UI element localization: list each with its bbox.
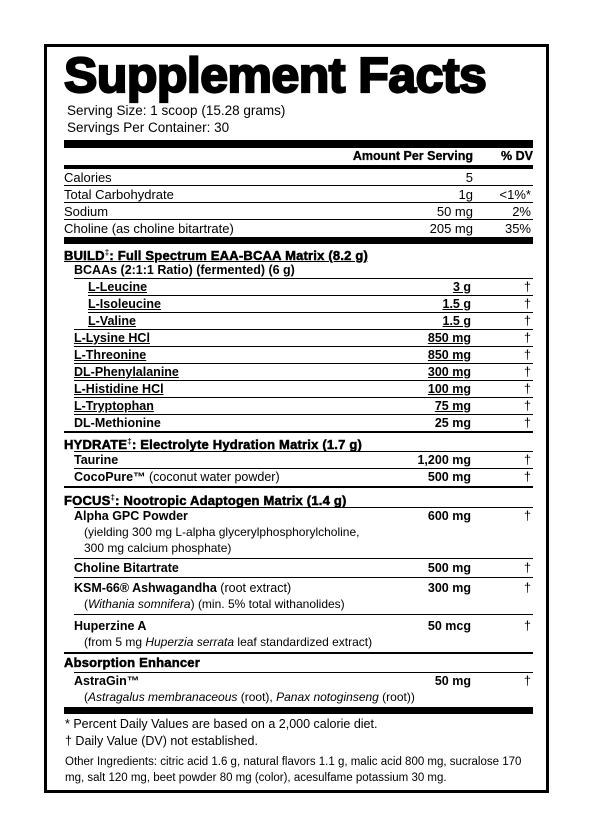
ingredient-row: Taurine 1,200 mg † (74, 453, 531, 467)
nutrient-row: Sodium 50 mg 2% (64, 204, 531, 219)
divider-heavy (64, 237, 533, 244)
nutrient-row: Calories 5 (64, 169, 533, 186)
ingredient-row: L-Histidine HCl 100 mg † (74, 382, 531, 396)
divider-heavy (64, 707, 533, 714)
footnote-percent-dv: * Percent Daily Values are based on a 2,000 calorie diet. (65, 717, 378, 731)
section-header-build: BUILD‡: Full Spectrum EAA-BCAA Matrix (8.2 g) (64, 248, 369, 263)
ingredient-row: Choline Bitartrate 500 mg † (74, 559, 533, 578)
ingredient-row: L-Tryptophan 75 mg † (74, 399, 531, 413)
ingredient-row: AstraGin™ 50 mg † (Astragalus membranaceous (root), Panax notoginseng (root)) (74, 674, 531, 704)
ingredient-row: DL-Methionine 25 mg † (74, 416, 531, 430)
ingredient-row: Alpha GPC Powder 600 mg † (yielding 300 mg L-alpha glycerylphosphorylcholine, 300 mg calcium phosphate) (74, 508, 533, 559)
divider-section (64, 486, 533, 488)
ingredient-row: KSM-66® Ashwagandha (root extract) 300 mg † (Withania somnifera) (min. 5% total withanolides) (74, 578, 533, 615)
ingredient-row: L-Lysine HCl 850 mg † (74, 331, 531, 345)
label-title: Supplement Facts (64, 49, 487, 103)
section-header-hydrate: HYDRATE‡: Electrolyte Hydration Matrix (1.7 g) (64, 437, 363, 452)
serving-size: Serving Size: 1 scoop (15.28 grams) (67, 103, 286, 118)
ingredient-row: CocoPure™ (coconut water powder) 500 mg † (74, 470, 531, 484)
divider-thick (64, 140, 533, 148)
nutrient-row: Choline (as choline bitartrate) 205 mg 35% (64, 221, 531, 236)
ingredient-row: Huperzine A 50 mcg † (from 5 mg Huperzia serrata leaf standardized extract) (74, 619, 531, 649)
servings-per-container: Servings Per Container: 30 (67, 120, 230, 135)
bcaa-group-header: BCAAs (2:1:1 Ratio) (fermented) (6 g) (74, 263, 295, 277)
section-header-absorption: Absorption Enhancer (64, 655, 200, 670)
nutrient-row: Total Carbohydrate 1g <1%* (64, 187, 531, 202)
col-amount-header: Amount Per Serving (352, 149, 473, 163)
ingredient-row: L-Isoleucine 1.5 g † (88, 297, 531, 311)
column-header (64, 148, 533, 165)
ingredient-row: L-Valine 1.5 g † (74, 313, 533, 330)
footnote-dv-not-established: † Daily Value (DV) not established. (65, 734, 258, 748)
section-header-focus: FOCUS‡: Nootropic Adaptogen Matrix (1.4 g) (64, 493, 347, 508)
ingredient-row: L-Threonine 850 mg † (74, 348, 531, 362)
other-ingredients: Other Ingredients: citric acid 1.6 g, natural flavors 1.1 g, malic acid 800 mg, sucralose 170 mg, salt 120 mg, beet powder 80 mg (color), acesulfame potassium 30 mg. (65, 756, 522, 784)
col-dv-header: % DV (501, 149, 533, 163)
ingredient-row: L-Leucine 3 g † (88, 280, 531, 294)
label-content (64, 47, 533, 786)
ingredient-row: DL-Phenylalanine 300 mg † (74, 365, 531, 379)
supplement-facts-panel (44, 44, 549, 793)
